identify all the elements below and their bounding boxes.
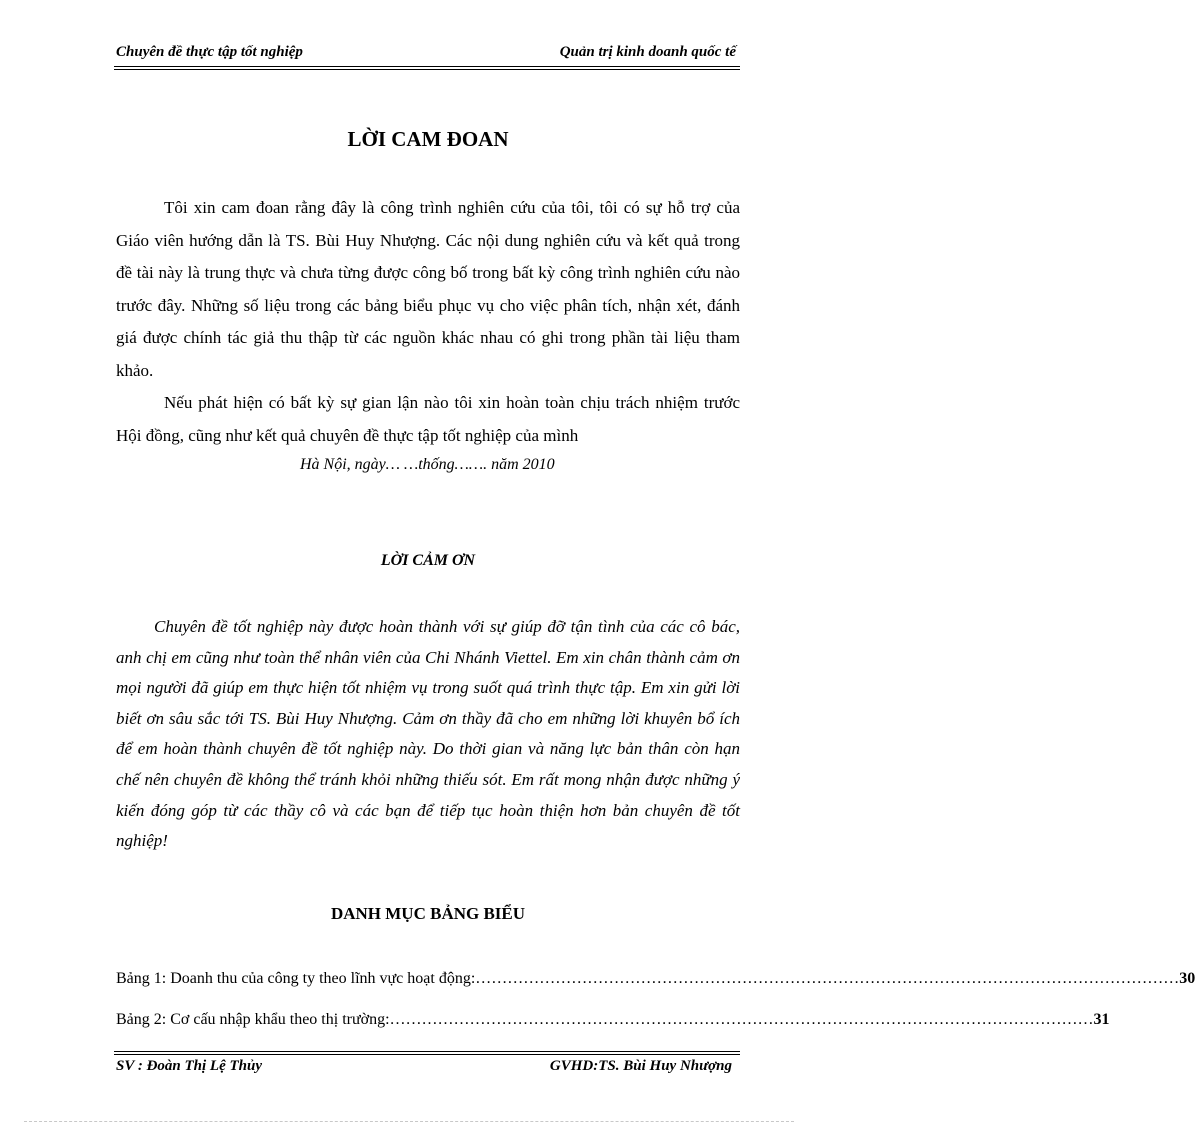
toc-leader-dots: …………………………………………………………………………………………………………………… (389, 1011, 1094, 1028)
header-left-text: Chuyên đề thực tập tốt nghiệp (116, 44, 303, 60)
toc-entry[interactable] (116, 970, 1195, 988)
header-rule (114, 66, 740, 67)
toc-leader-dots: …………………………………………………………………………………………………………………… (475, 970, 1180, 987)
footer-rule-double (114, 1054, 740, 1055)
toc-entry-label: Bảng 1: Doanh thu của công ty theo lĩnh vực hoạt động: (116, 970, 476, 987)
footer-right-text: GVHD:TS. Bùi Huy Nhượng (549, 1058, 732, 1074)
toc-entry-page: 30 (1179, 970, 1195, 987)
date-line: Hà Nội, ngày… …thống……. năm 2010 (300, 456, 555, 473)
cam-doan-paragraph-2: Nếu phát hiện có bất kỳ sự gian lận nào tôi xin hoàn toàn chịu trách nhiệm trước Hội đồng, cũng như kết quả chuyên đề thực tập tốt nghiệp của mình (116, 393, 740, 445)
toc-entry-page: 31 (1093, 1011, 1110, 1028)
danh-muc-title: DANH MỤC BẢNG BIỂU (330, 904, 526, 923)
toc-entry-label: Bảng 2: Cơ cấu nhập khẩu theo thị trường: (116, 1011, 390, 1028)
cam-doan-title: LỜI CAM ĐOAN (347, 127, 509, 151)
cam-on-title: LỜI CẢM ƠN (380, 552, 476, 569)
cam-doan-paragraph-1: Tôi xin cam đoan rằng đây là công trình nghiên cứu của tôi, tôi có sự hỗ trợ của Giáo viên hướng dẫn là TS. Bùi Huy Nhượng. Các nội dung nghiên cứu và kết quả trong đề tài này là trung thực và chưa từng được công bố trong bất kỳ công trình nghiên cứu nào trước đây. Những số liệu trong các bảng biểu phục vụ cho việc phân tích, nhận xét, đánh giá được chính tác giả thu thập từ các nguồn khác nhau có ghi trong phần tài liệu tham khảo. (116, 198, 740, 380)
footer-left-text: SV : Đoàn Thị Lệ Thủy (116, 1058, 262, 1074)
cam-on-paragraph: Chuyên đề tốt nghiệp này được hoàn thành với sự giúp đỡ tận tình của các cô bác, anh chị em cũng như toàn thể nhân viên của Chi Nhánh Viettel. Em xin chân thành cảm ơn mọi người đã giúp em thực hiện tốt nhiệm vụ trong suốt quá trình thực tập. Em xin gửi lời biết ơn sâu sắc tới TS. Bùi Huy Nhượng. Cảm ơn thầy đã cho em những lời khuyên bổ ích để em hoàn thành chuyên đề tốt nghiệp này. Do thời gian và năng lực bản thân còn hạn chế nên chuyên đề không thể tránh khỏi những thiếu sót. Em rất mong nhận được những ý kiến đóng góp từ các thầy cô và các bạn để tiếp tục hoàn thiện hơn bản chuyên đề tốt nghiệp! (116, 617, 740, 851)
footer-rule (114, 1051, 740, 1052)
toc-entry[interactable] (116, 1011, 1110, 1029)
header-right-text: Quản trị kinh doanh quốc tế (559, 44, 736, 60)
page-break-line (24, 1121, 794, 1122)
header-rule-double (114, 69, 740, 70)
